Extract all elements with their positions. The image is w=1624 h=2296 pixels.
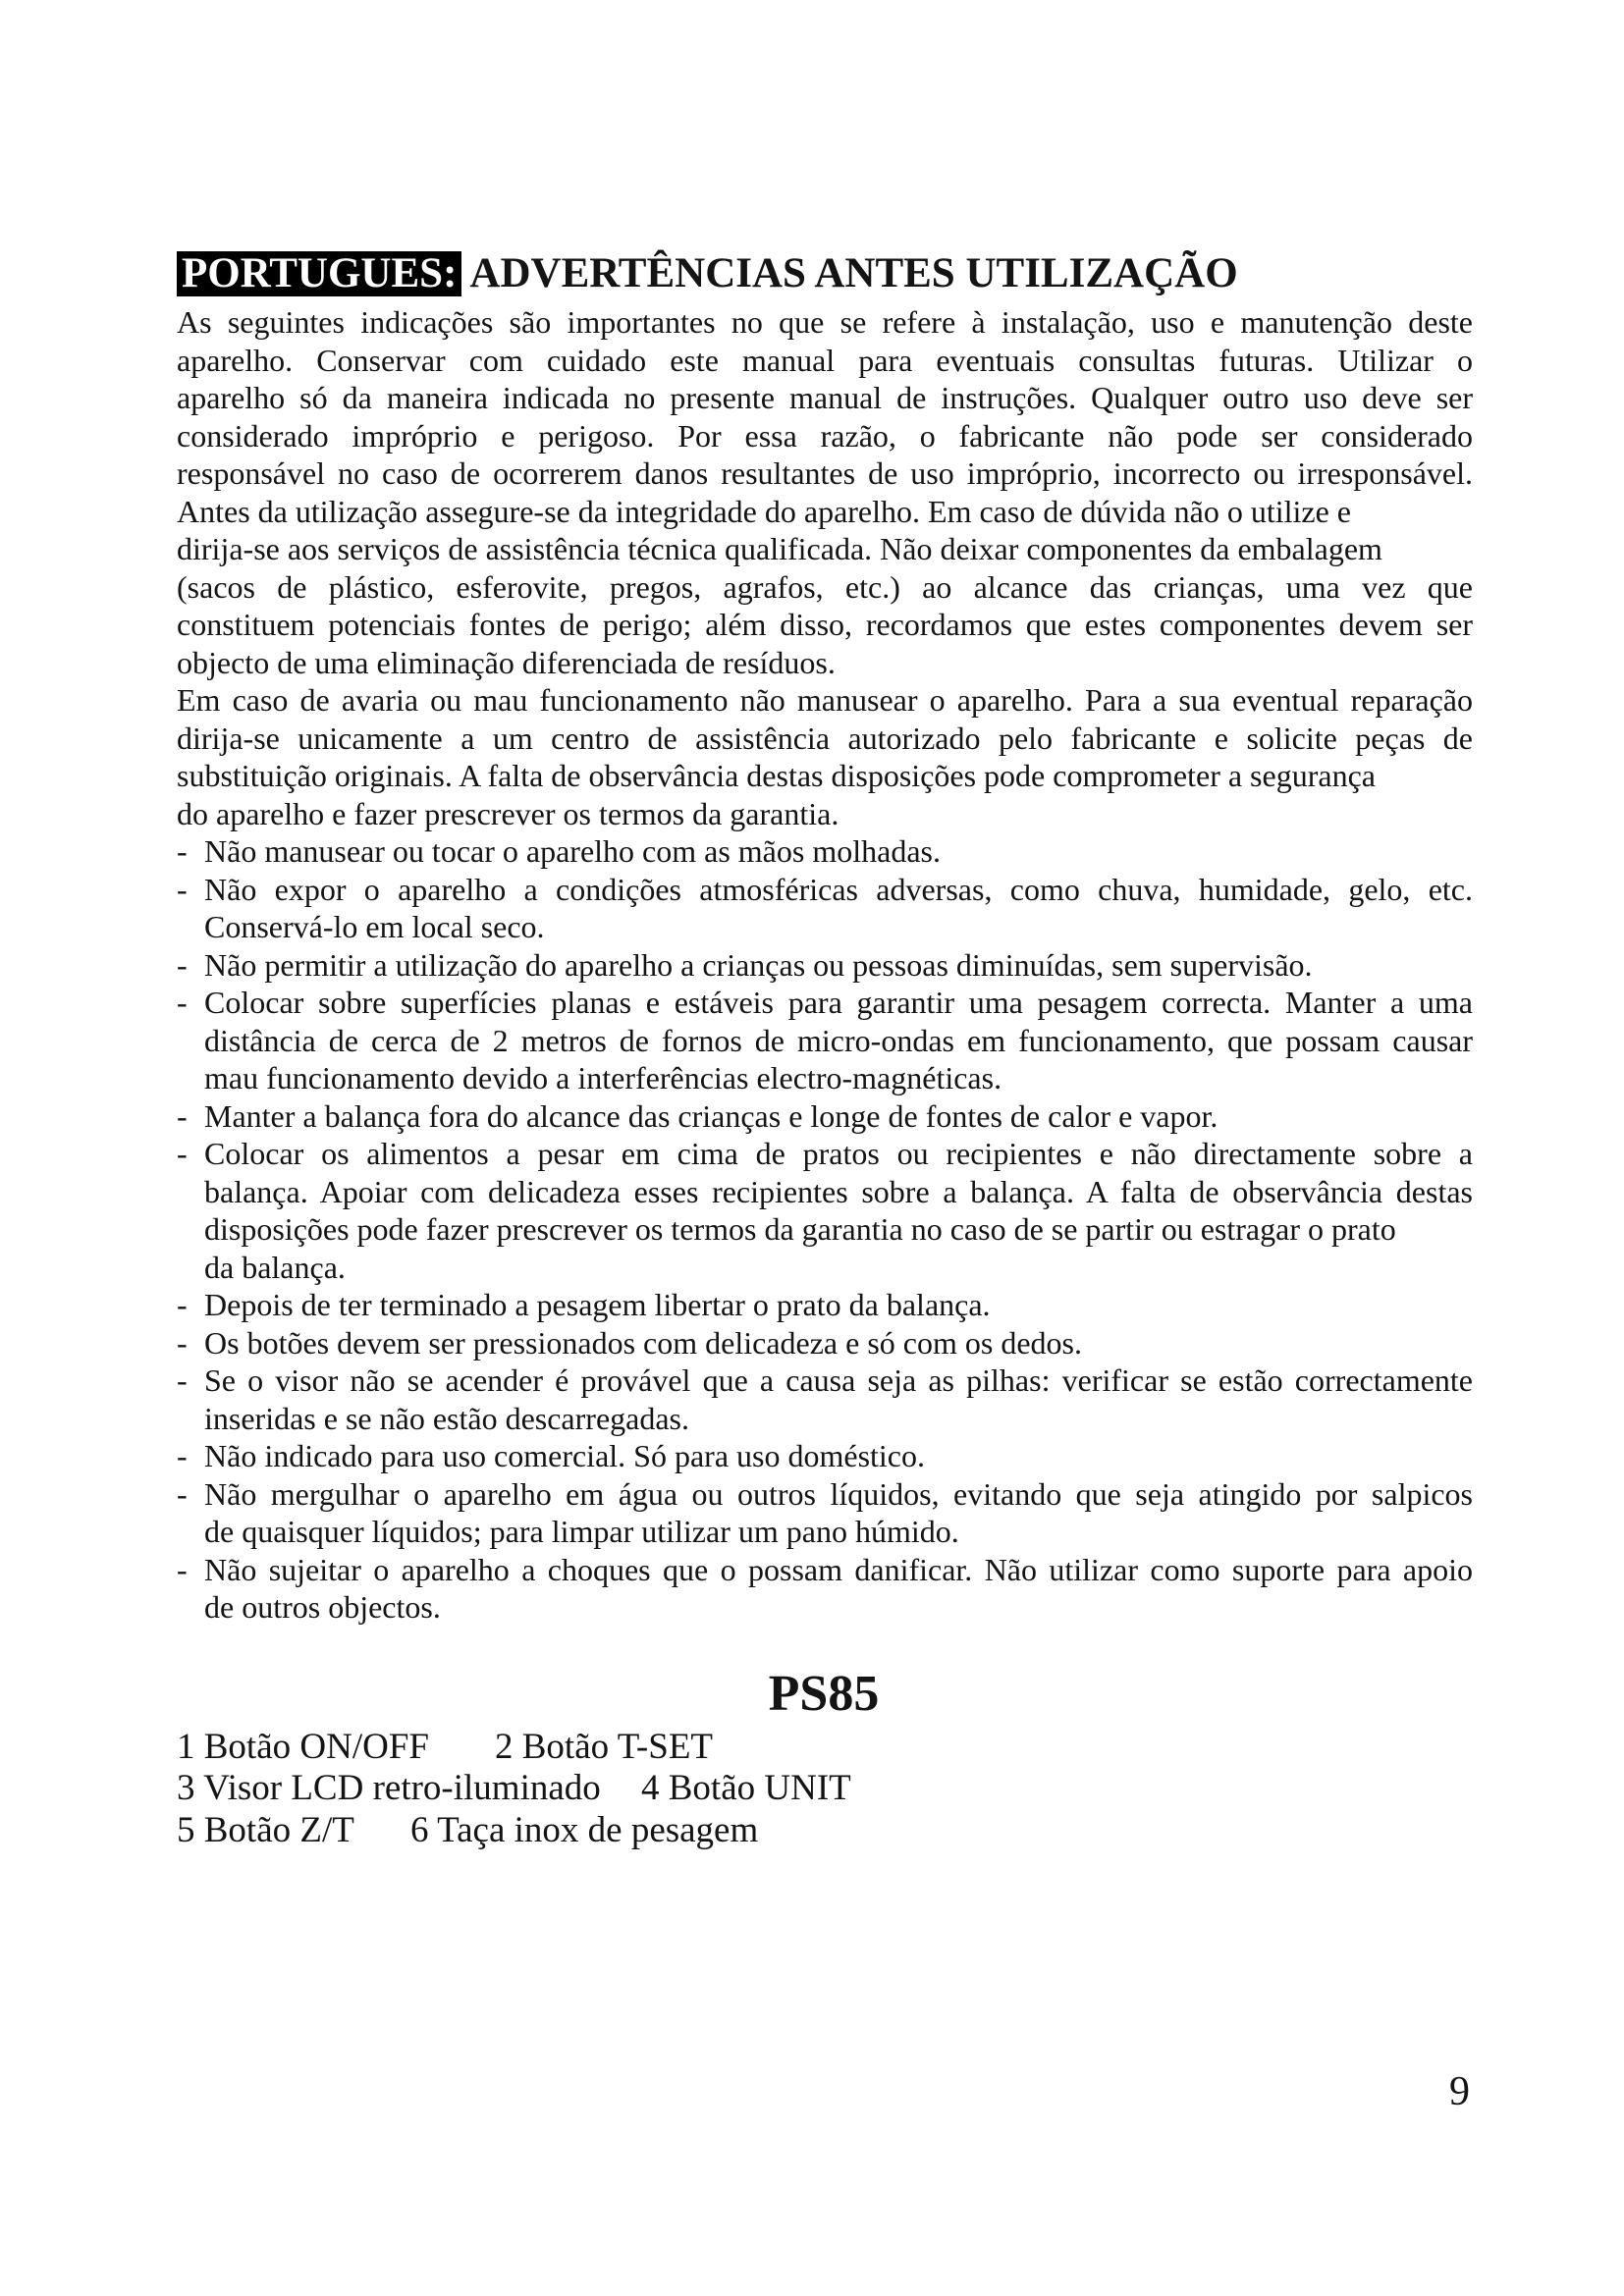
text-line: Conservá-lo em local seco. bbox=[204, 909, 545, 944]
bullet-marker: - bbox=[177, 871, 188, 907]
text-line: Não manusear ou tocar o aparelho com as mãos molhadas. bbox=[204, 833, 941, 869]
text-line: aparelho só da maneira indicada no presente manual de instruções. Qualquer outro uso deve ser bbox=[177, 380, 1473, 415]
text-line: de quaisquer líquidos; para limpar utilizar um pano húmido. bbox=[204, 1514, 959, 1549]
text-line: As seguintes indicações são importantes no que se refere à instalação, uso e manutenção deste bbox=[177, 304, 1473, 340]
text-line: dirija-se unicamente a um centro de assistência autorizado pelo fabricante e solicite peças de bbox=[177, 720, 1473, 756]
model-title: PS85 bbox=[768, 1666, 880, 1722]
part-label: 1 Botão ON/OFF bbox=[177, 1727, 429, 1767]
text-line: da balança. bbox=[204, 1249, 346, 1285]
warning-item bbox=[177, 1097, 1473, 1136]
warning-item bbox=[177, 832, 1473, 871]
language-label: PORTUGUES: bbox=[177, 251, 461, 296]
text-line: Não permitir a utilização do aparelho a crianças ou pessoas diminuídas, sem supervisão. bbox=[204, 946, 1313, 983]
text-line: dirija-se aos serviços de assistência técnica qualificada. Não deixar componentes da embalagem bbox=[177, 531, 1382, 566]
text-line: responsável no caso de ocorrerem danos resultantes de uso impróprio, incorrecto ou irresponsável. bbox=[177, 455, 1473, 491]
bullet-marker: - bbox=[177, 1362, 188, 1398]
text-line: balança. Apoiar com delicadeza esses recipientes sobre a balança. A falta de observância destas bbox=[204, 1173, 1473, 1209]
warning-item bbox=[177, 871, 1473, 946]
part-label: 3 Visor LCD retro-iluminado bbox=[177, 1768, 601, 1808]
text-line: constituem potenciais fontes de perigo; além disso, recordamos que estes componentes devem ser bbox=[177, 607, 1473, 642]
warnings-text bbox=[177, 303, 1473, 1627]
text-line: mau funcionamento devido a interferências electro-magnéticas. bbox=[204, 1060, 1002, 1095]
text-line: (sacos de plástico, esferovite, pregos, agrafos, etc.) ao alcance das crianças, uma vez que bbox=[177, 568, 1473, 605]
text-line: Colocar sobre superfícies planas e estáveis para garantir uma pesagem correcta. Manter a uma bbox=[204, 985, 1473, 1020]
bullet-marker: - bbox=[177, 1551, 188, 1587]
text-line: distância de cerca de 2 metros de fornos de micro-ondas em funcionamento, que possam causar bbox=[204, 1022, 1473, 1058]
section-heading bbox=[177, 251, 1238, 296]
text-line: disposições pode fazer prescrever os termos da garantia no caso de se partir ou estragar o prato bbox=[204, 1211, 1396, 1247]
bullet-marker: - bbox=[177, 1324, 188, 1361]
text-line: objecto de uma eliminação diferenciada de resíduos. bbox=[177, 644, 836, 680]
text-line: aparelho. Conservar com cuidado este manual para eventuais consultas futuras. Utilizar o bbox=[177, 342, 1473, 378]
text-line: Os botões devem ser pressionados com delicadeza e só com os dedos. bbox=[204, 1324, 1082, 1361]
page-number: 9 bbox=[1449, 2069, 1470, 2114]
text-line: Antes da utilização assegure-se da integridade do aparelho. Em caso de dúvida não o utilize e bbox=[177, 493, 1351, 529]
warning-item bbox=[177, 946, 1473, 985]
part-label: 4 Botão UNIT bbox=[641, 1768, 851, 1808]
bullet-marker: - bbox=[177, 946, 188, 983]
intro-paragraph bbox=[177, 681, 1473, 832]
part-label: 5 Botão Z/T bbox=[177, 1810, 354, 1850]
bullet-marker: - bbox=[177, 1438, 188, 1473]
bullet-marker: - bbox=[177, 1475, 188, 1512]
text-line: de outros objectos. bbox=[204, 1589, 441, 1625]
text-line: inseridas e se não estão descarregadas. bbox=[204, 1400, 689, 1436]
intro-paragraph bbox=[177, 493, 1473, 682]
warning-item bbox=[177, 984, 1473, 1097]
text-line: Se o visor não se acender é provável que a causa seja as pilhas: verificar se estão correctamente bbox=[204, 1362, 1473, 1398]
text-line: considerado impróprio e perigoso. Por essa razão, o fabricante não pode ser considerado bbox=[177, 417, 1473, 454]
bullet-marker: - bbox=[177, 833, 188, 869]
page-title: ADVERTÊNCIAS ANTES UTILIZAÇÃO bbox=[469, 250, 1238, 296]
text-line: do aparelho e fazer prescrever os termos da garantia. bbox=[177, 795, 839, 831]
warning-item bbox=[177, 1286, 1473, 1324]
bullet-marker: - bbox=[177, 1136, 188, 1171]
warning-item bbox=[177, 1362, 1473, 1437]
warning-item bbox=[177, 1135, 1473, 1286]
text-line: substituição originais. A falta de observância destas disposições pode comprometer a segurança bbox=[177, 758, 1376, 793]
bullet-marker: - bbox=[177, 1097, 188, 1134]
bullet-marker: - bbox=[177, 985, 188, 1020]
warning-item bbox=[177, 1475, 1473, 1551]
part-label: 2 Botão T-SET bbox=[495, 1727, 714, 1767]
text-line: Não mergulhar o aparelho em água ou outros líquidos, evitando que seja atingido por salpicos bbox=[204, 1475, 1473, 1512]
bullet-marker: - bbox=[177, 1287, 188, 1322]
warning-item bbox=[177, 1324, 1473, 1362]
text-line: Não indicado para uso comercial. Só para uso doméstico. bbox=[204, 1438, 925, 1473]
text-line: Colocar os alimentos a pesar em cima de pratos ou recipientes e não directamente sobre a bbox=[204, 1136, 1473, 1171]
text-line: Depois de ter terminado a pesagem libertar o prato da balança. bbox=[204, 1287, 991, 1322]
warning-item bbox=[177, 1437, 1473, 1475]
warning-item bbox=[177, 1551, 1473, 1627]
text-line: Em caso de avaria ou mau funcionamento não manusear o aparelho. Para a sua eventual reparação bbox=[177, 682, 1473, 718]
text-line: Manter a balança fora do alcance das crianças e longe de fontes de calor e vapor. bbox=[204, 1097, 1218, 1134]
intro-paragraph bbox=[177, 303, 1473, 493]
part-label: 6 Taça inox de pesagem bbox=[410, 1810, 759, 1850]
text-line: Não sujeitar o aparelho a choques que o possam danificar. Não utilizar como suporte para apoio bbox=[204, 1551, 1473, 1587]
text-line: Não expor o aparelho a condições atmosféricas adversas, como chuva, humidade, gelo, etc. bbox=[204, 871, 1473, 907]
